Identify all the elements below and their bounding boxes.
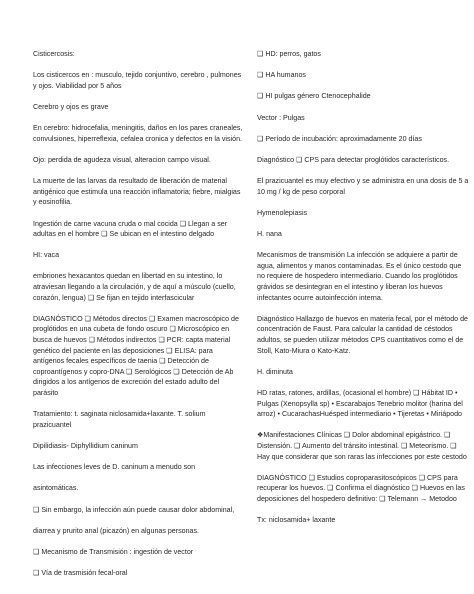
paragraph: ❑ Sin embargo, la infección aún puede causar dolor abdominal,: [33, 505, 235, 514]
paragraph: Las infecciones leves de D. caninum a menudo son: [33, 463, 196, 472]
paragraph: Cerebro y ojos es grave: [33, 102, 109, 111]
paragraph: La muerte de las larvas da resultado de liberación de material antigénico que estimula una reacción inflamatoria; fiebre, mialgias y eosinofilia.: [33, 177, 241, 207]
paragraph: Mecanismos de transmisión La infección se adquiere a partir de agua, alimentos y manos contaminadas. Es el único cestodo que no requiere de hospedero intermediario. Cuando los proglótidos grávidos se desintegran en el intestino y liberan los huevos infectantes ocurre autoinfección interna.: [257, 251, 462, 302]
paragraph: diarrea y prurito anal (picazón) en algunas personas.: [33, 526, 200, 535]
paragraph: En cerebro: hidrocefalia, meningitis, daños en los pares craneales, convulsiones, hiperreflexia, cefalea cronica y defectos en la visión.: [33, 124, 243, 143]
paragraph: DIAGNÓSTICO ❑ Métodos directos ❑ Examen macroscópico de proglótidos en una cubeta de fondo oscuro ❑ Microscópico en busca de huevos ❑ Métodos indirectos ❑ PCR: capta material genético del paciente en las deposiciones ❑ ELISA: para antígenos fecales específicos de taenia ❑ Detección de coproantígenos y copro-DNA ❑ Serológicos ❑ Detección de Ab dirigidos a los antígenos de excreción del estado adulto del parásito: [33, 314, 239, 397]
right-column: [257, 49, 469, 536]
paragraph: Vector : Pulgas: [257, 113, 305, 122]
paragraph: Ojo: perdida de agudeza visual, alteracion campo visual.: [33, 155, 211, 164]
paragraph: HD ratas, ratones, ardillas, (ocasional el hombre) ❑ Hábitat ID • Pulgas (Xenopsylla sp) • Escarabajos Tenebrio molitor (harina del arroz) • CucarachasHuésped intermediario • Tijeretas • Miriápodo: [257, 389, 463, 419]
paragraph: ❑ HD: perros, gatos: [257, 50, 321, 58]
paragraph: H. nana: [257, 230, 282, 239]
paragraph: HI: vaca: [33, 251, 60, 260]
paragraph: asintomáticas.: [33, 484, 79, 493]
paragraph: ❑ HI pulgas género Ctenocephalide: [257, 92, 371, 101]
paragraph: Ingestión de carne vacuna cruda o mal cocida ❑ Llegan a ser adultas en el hombre ❑ Se ubican en el intestino delgado: [33, 219, 228, 239]
paragraph: El prazicuantel es muy efectivo y se administra en una dosis de 5 a 10 mg / kg de peso corporal: [257, 177, 469, 196]
paragraph: Tratamiento: t. saginata niclosamida+laxante. T. solium prazicuantel: [33, 410, 206, 429]
paragraph: ❑ HA humanos: [257, 71, 306, 80]
paragraph: ❖Manifestaciones Clínicas ❑ Dolor abdominal epigástrico. ❑ Distensión. ❑ Aumento del tránsito intestinal. ❑ Meteorismo. ❑ Hay que considerar que son raras las infecciones por este cestodo: [257, 431, 467, 461]
paragraph: Diagnóstico ❑ CPS para detectar proglótidos característicos.: [257, 155, 450, 164]
paragraph: Tx: niclosamida+ laxante: [257, 516, 336, 525]
paragraph: H. diminuta: [257, 367, 293, 376]
paragraph: ❑ Vía de trasmisión fecal-oral: [33, 569, 128, 578]
paragraph: Hymenolepiasis: [257, 208, 308, 217]
paragraph: DIAGNÓSTICO ❑ Estudios coproparasitoscópicos ❑ CPS para recuperar los huevos. ❑ Confirma el diagnóstico ❑ Huevos en las deposiciones del hospedero definitivo: ❑ Telemann → Metodoo: [257, 473, 465, 503]
paragraph: ❑ Mecanismo de Transmisión : ingestión de vector: [33, 547, 194, 556]
paragraph: Cisticercosis:: [33, 50, 75, 58]
paragraph: ❑ Período de incubación: aproximadamente 20 días: [257, 134, 422, 143]
paragraph: Diagnóstico Hallazgo de huevos en materia fecal, por el método de concentración de Faust. Para calcular la cantidad de céstodos adultos, se pueden utilizar métodos CPS cuantitativos como el de Stoll, Kato-Miura o Kato-Katz.: [257, 314, 468, 355]
paragraph: Los cisticercos en : musculo, tejido conjuntivo, cerebro , pulmones y ojos. Viabilidad por 5 años: [33, 71, 242, 90]
paragraph: embriones hexacantos quedan en libertad en su intestino, lo atraviesan llegando a la circulación, y de aquí a músculo (cuello, corazón, lengua) ❑ Se fijan en tejido interfascicular: [33, 272, 236, 302]
paragraph: Dipilidiasis- Diphyllidium caninum: [33, 441, 138, 450]
left-column: [33, 49, 245, 589]
